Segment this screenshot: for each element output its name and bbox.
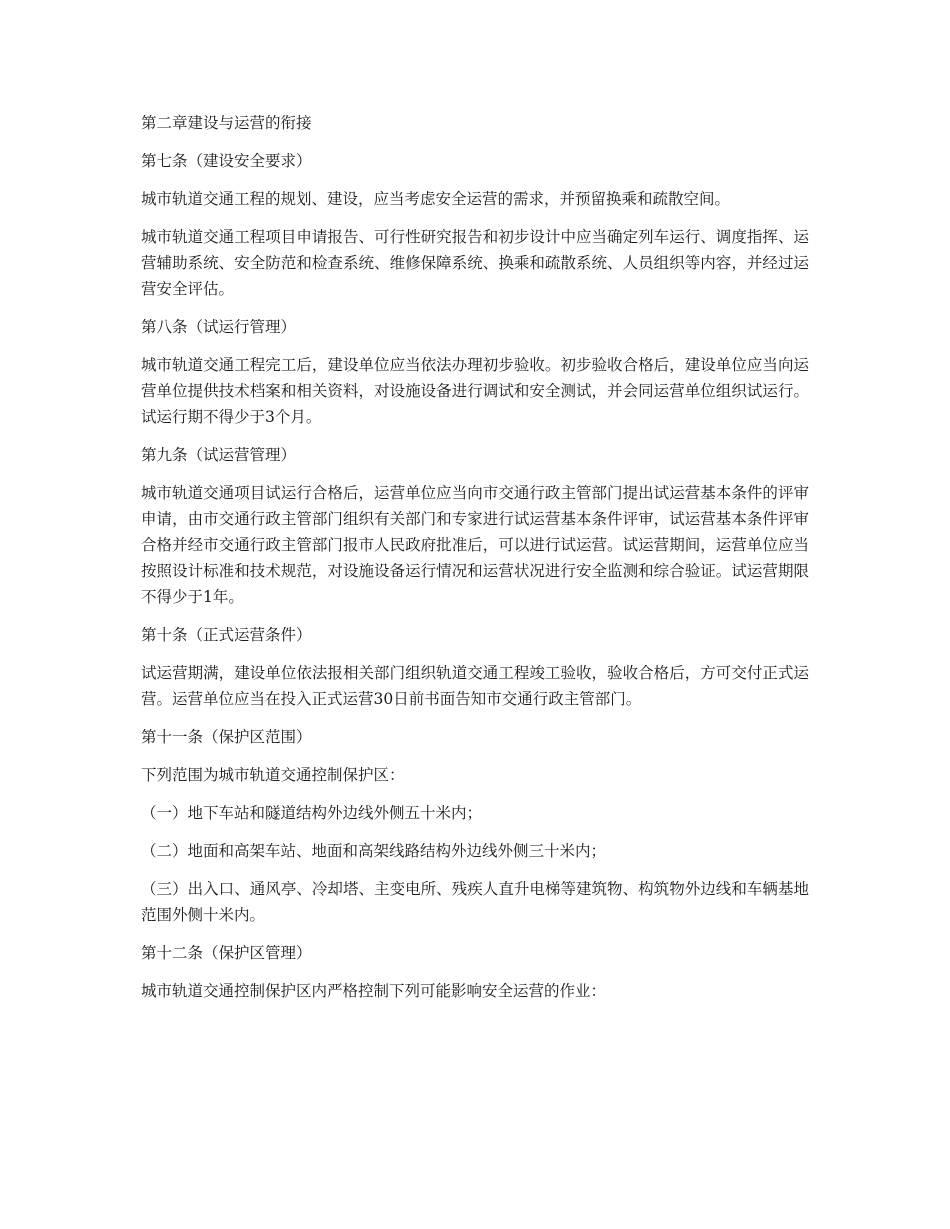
chapter-heading: 第二章建设与运营的衔接: [141, 114, 312, 132]
article-11-item-3: （三）出入口、通风亭、冷却塔、主变电所、残疾人直升电梯等建筑物、构筑物外边线和车辆基地范围外侧十米内。: [141, 880, 809, 924]
article-7-paragraph-2: 城市轨道交通工程项目申请报告、可行性研究报告和初步设计中应当确定列车运行、调度指挥、运营辅助系统、安全防范和检查系统、维修保障系统、换乘和疏散系统、人员组织等内容，并经过运营安全评估。: [141, 228, 809, 298]
article-7-paragraph-1: 城市轨道交通工程的规划、建设，应当考虑安全运营的需求，并预留换乘和疏散空间。: [141, 190, 731, 208]
article-8-heading: 第八条（试运行管理）: [141, 318, 297, 336]
article-12-paragraph: 城市轨道交通控制保护区内严格控制下列可能影响安全运营的作业：: [141, 982, 607, 1000]
document-page: [141, 110, 809, 1016]
article-10-paragraph: 试运营期满，建设单位依法报相关部门组织轨道交通工程竣工验收，验收合格后，方可交付正式运营。运营单位应当在投入正式运营30日前书面告知市交通行政主管部门。: [141, 664, 809, 708]
article-9-paragraph: 城市轨道交通项目试运行合格后，运营单位应当向市交通行政主管部门提出试运营基本条件的评审申请，由市交通行政主管部门组织有关部门和专家进行试运营基本条件评审，试运营基本条件评审合格并经市交通行政主管部门报市人民政府批准后，可以进行试运营。试运营期间，运营单位应当按照设计标准和技术规范，对设施设备运行情况和运营状况进行安全监测和综合验证。试运营期限不得少于1年。: [141, 484, 809, 606]
article-11-intro: 下列范围为城市轨道交通控制保护区：: [141, 766, 405, 784]
article-8-paragraph: 城市轨道交通工程完工后，建设单位应当依法办理初步验收。初步验收合格后，建设单位应当向运营单位提供技术档案和相关资料，对设施设备进行调试和安全测试，并会同运营单位组织试运行。试运行期不得少于3个月。: [141, 356, 809, 426]
article-10-heading: 第十条（正式运营条件）: [141, 626, 312, 644]
article-11-heading: 第十一条（保护区范围）: [141, 728, 312, 746]
article-7-heading: 第七条（建设安全要求）: [141, 152, 312, 170]
article-11-item-1: （一）地下车站和隧道结构外边线外侧五十米内；: [141, 804, 483, 822]
article-12-heading: 第十二条（保护区管理）: [141, 944, 312, 962]
article-9-heading: 第九条（试运营管理）: [141, 446, 297, 464]
article-11-item-2: （二）地面和高架车站、地面和高架线路结构外边线外侧三十米内；: [141, 842, 607, 860]
